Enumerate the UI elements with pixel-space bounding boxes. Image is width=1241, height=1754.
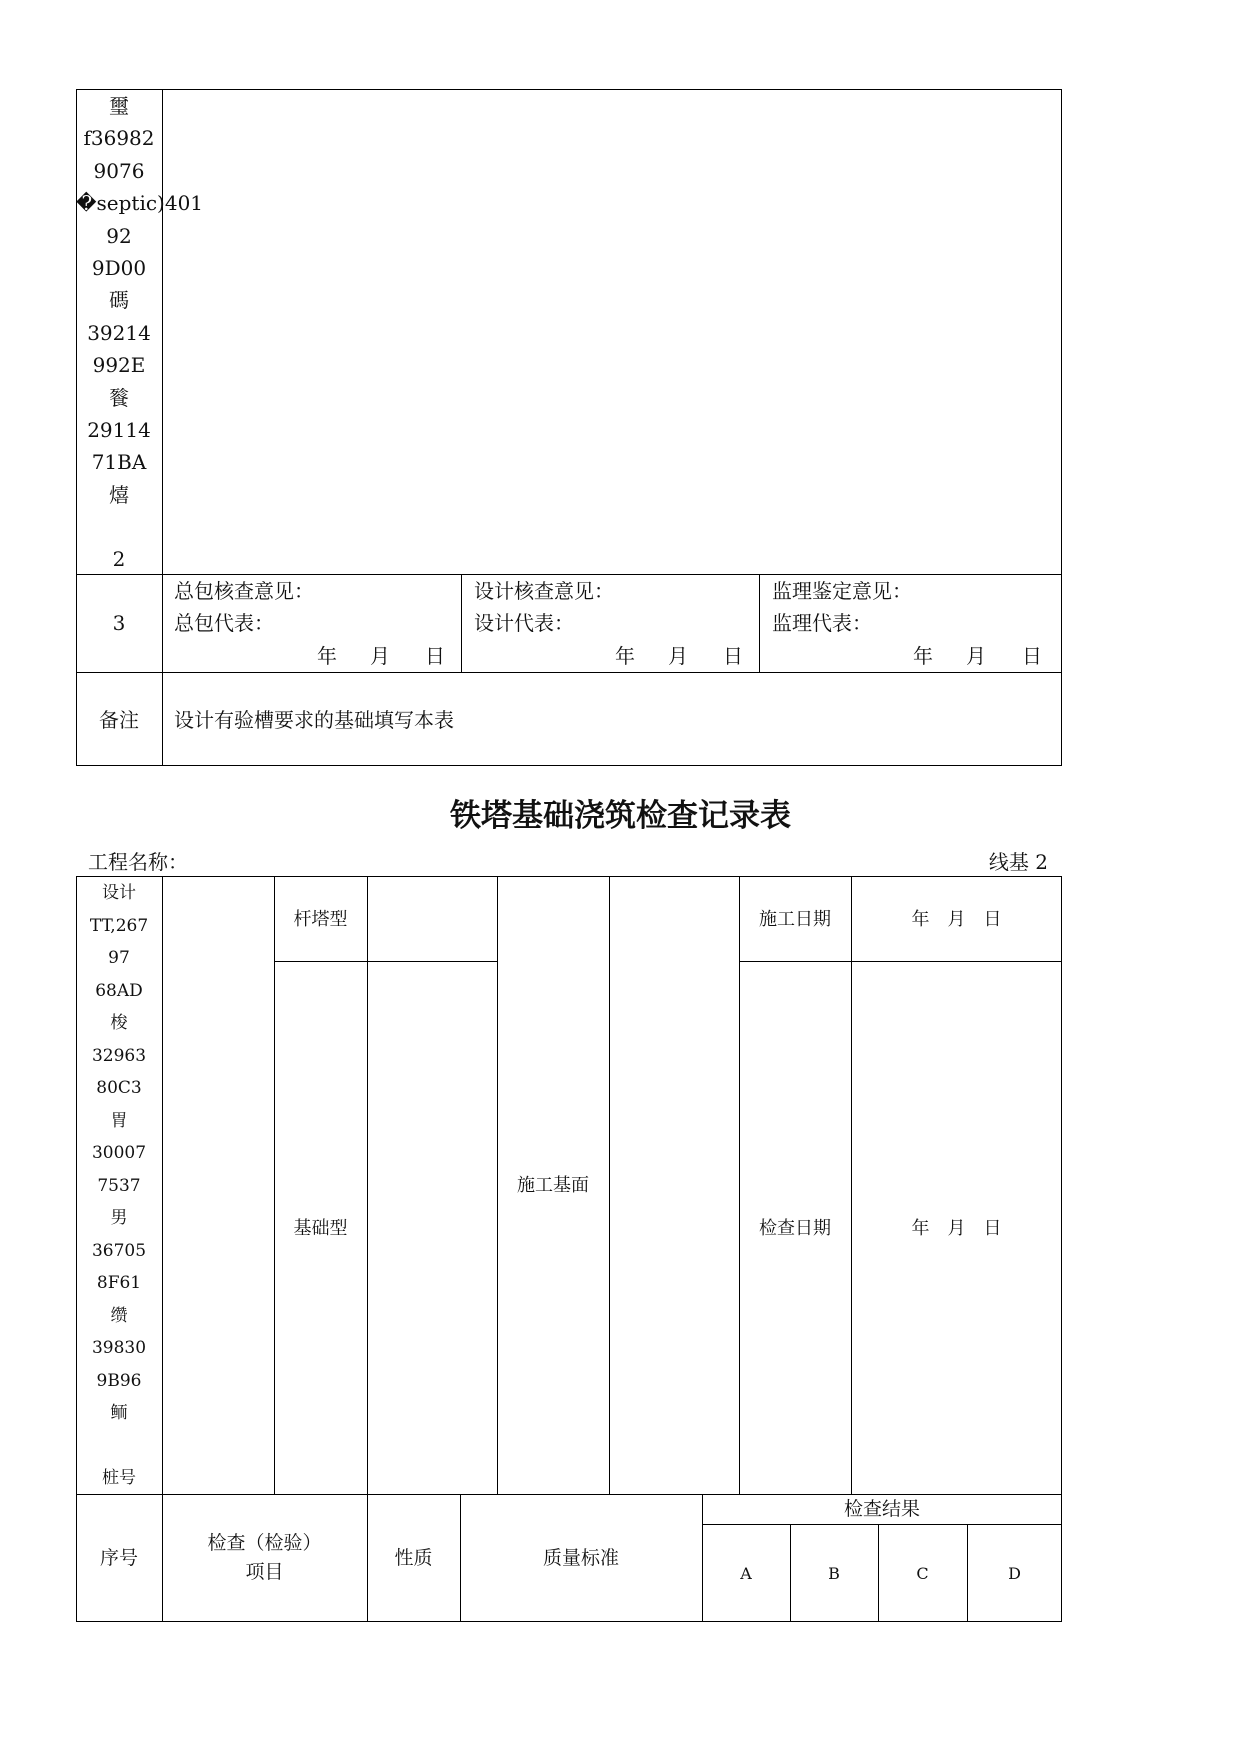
bottom-form-divider — [162, 1494, 163, 1622]
header-nature: 性质 — [394, 1547, 433, 1569]
design-opinion-label: 设计核查意见： — [474, 579, 614, 603]
bottom-form-divider — [274, 961, 497, 962]
stack-line: 胃 — [110, 1110, 128, 1131]
stack-line: 30007 — [91, 1143, 147, 1163]
contractor-opinion-label: 总包核查意见： — [174, 579, 314, 603]
header-standard: 质量标准 — [542, 1547, 619, 1569]
stack-line: �septic)401 — [76, 191, 204, 216]
inspection-date-label: 检查日期 — [759, 1218, 831, 1239]
construction-date-value: 年 月 日 — [911, 909, 1002, 930]
header-item-line1: 检查（检验） — [207, 1532, 322, 1554]
stack-line: 39214 — [87, 320, 151, 345]
supervision-opinion-label: 监理鉴定意见： — [772, 579, 912, 603]
stack-line: 71BA — [91, 450, 147, 475]
stack-line: 9076 — [93, 158, 145, 183]
grade-d: D — [1008, 1564, 1021, 1583]
stack-line: f36982 — [83, 126, 155, 151]
top-form-divider — [76, 672, 1062, 673]
top-form-divider — [76, 574, 1062, 575]
stack-line: 碼 — [109, 288, 129, 313]
stack-line: 餮 — [109, 385, 129, 410]
header-result: 检查结果 — [843, 1498, 920, 1520]
top-form-divider — [759, 574, 760, 672]
grade-b: B — [828, 1564, 840, 1583]
stack-line: 68AD — [95, 980, 143, 1001]
bottom-form-divider — [274, 876, 275, 1494]
stack-line: 32963 — [91, 1045, 147, 1066]
supervision-rep-label: 监理代表： — [772, 611, 872, 635]
bottom-form-divider — [162, 876, 163, 1494]
stack-line: 9D00 — [91, 255, 147, 280]
stack-line: 39830 — [91, 1338, 147, 1358]
stack-line — [76, 1430, 162, 1463]
grade-c: C — [916, 1564, 929, 1583]
contractor-date-year: 年 — [317, 644, 337, 668]
tower-type-label: 杆塔型 — [293, 909, 348, 930]
stack-line: 男 — [110, 1208, 128, 1228]
bottom-form-divider — [739, 876, 740, 1494]
bottom-form-divider — [609, 876, 610, 1494]
row3-index: 3 — [112, 611, 126, 635]
bottom-form-divider — [739, 961, 1062, 962]
header-index: 序号 — [99, 1547, 138, 1569]
stack-line: 36705 — [91, 1240, 147, 1261]
stack-line: 80C3 — [96, 1078, 142, 1098]
supervision-date-year: 年 — [913, 644, 933, 668]
stack-line: 璽 — [109, 94, 129, 118]
bottom-form-divider — [702, 1524, 1062, 1525]
remarks-text: 设计有验槽要求的基础填写本表 — [174, 708, 454, 732]
design-date-day: 日 — [723, 644, 743, 668]
line-label: 线基 2 — [988, 850, 1048, 874]
contractor-date-day: 日 — [425, 644, 445, 668]
grade-a: A — [740, 1564, 752, 1583]
project-name-label: 工程名称： — [88, 850, 188, 874]
stack-line: 缵 — [110, 1305, 128, 1326]
top-form-divider — [461, 574, 462, 672]
construction-date-label: 施工日期 — [759, 909, 831, 930]
row1-left-label-stack — [76, 90, 204, 576]
stack-line: 9B96 — [96, 1370, 142, 1391]
stack-line: 992E — [92, 353, 146, 378]
bottom-form-divider — [851, 876, 852, 1494]
stack-line — [76, 511, 162, 543]
stack-line: 8F61 — [96, 1273, 142, 1293]
stack-line: 29114 — [87, 417, 151, 442]
stack-line: 设计 — [102, 883, 136, 903]
bottom-form-divider — [76, 1494, 1062, 1495]
contractor-rep-label: 总包代表： — [174, 611, 274, 635]
supervision-date-month: 月 — [966, 644, 986, 668]
remarks-label: 备注 — [99, 708, 139, 732]
design-date-month: 月 — [668, 644, 688, 668]
stack-line: 92 — [106, 223, 132, 248]
foundation-type-label: 基础型 — [293, 1218, 348, 1239]
construction-base-label: 施工基面 — [517, 1175, 589, 1196]
pile-number-label-stack — [76, 877, 162, 1495]
stack-line: 97 — [108, 948, 130, 968]
stack-line: 7537 — [97, 1175, 141, 1196]
design-rep-label: 设计代表： — [474, 611, 574, 635]
stack-line: 熺 — [109, 482, 129, 507]
supervision-date-day: 日 — [1022, 644, 1042, 668]
inspection-date-value: 年 月 日 — [911, 1218, 1002, 1239]
stack-line: 2 — [112, 547, 126, 572]
stack-line: 鲕 — [110, 1403, 128, 1423]
design-date-year: 年 — [615, 644, 635, 668]
stack-line: TT,267 — [89, 915, 149, 936]
stack-line: 梭 — [110, 1013, 128, 1033]
stack-line: 桩号 — [102, 1468, 136, 1488]
bottom-form-divider — [367, 876, 368, 1494]
header-item-line2: 项目 — [245, 1561, 284, 1583]
contractor-date-month: 月 — [370, 644, 390, 668]
form-title: 铁塔基础浇筑检查记录表 — [450, 798, 791, 834]
